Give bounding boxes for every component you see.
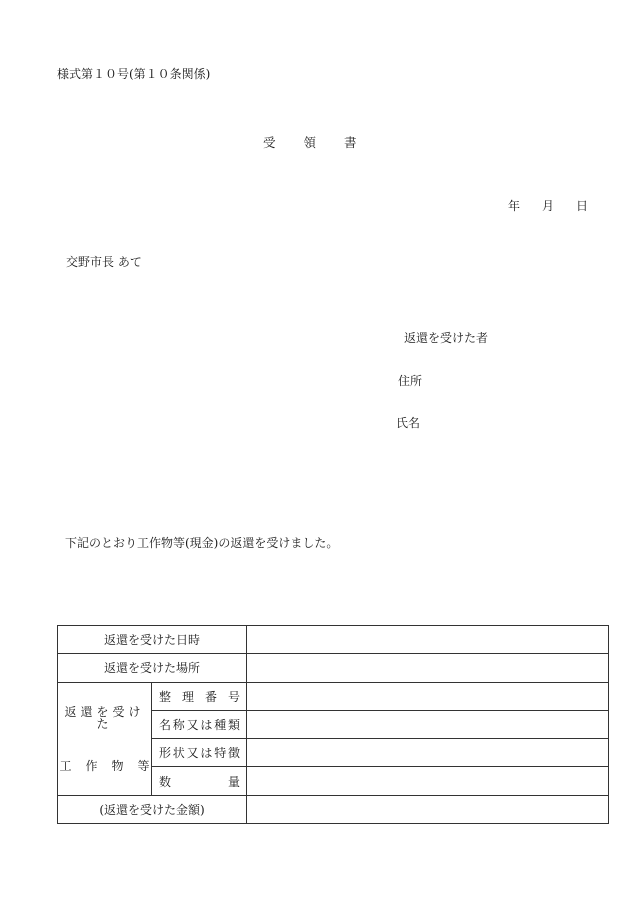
- returned-amount-label: (返還を受けた金額): [58, 795, 247, 823]
- reference-number-label: 整理番号: [152, 682, 247, 710]
- addressee: 交野市長 あて: [66, 255, 142, 269]
- table-row: [58, 795, 609, 823]
- name-or-type-label: 名称又は種類: [152, 710, 247, 738]
- reference-number-value: [247, 682, 609, 710]
- quantity-label: 数量: [152, 767, 247, 795]
- form-number: 様式第１０号(第１０条関係): [57, 67, 211, 81]
- table-row: [58, 682, 609, 710]
- return-datetime-value: [247, 626, 609, 654]
- table-row: [58, 626, 609, 654]
- date-day-label: 日: [576, 199, 589, 213]
- name-or-type-value: [247, 710, 609, 738]
- shape-or-features-label: 形状又は特徴: [152, 739, 247, 767]
- quantity-value: [247, 767, 609, 795]
- date-month-label: 月: [542, 199, 555, 213]
- return-place-label: 返還を受けた場所: [58, 654, 247, 682]
- date-line: [508, 200, 588, 212]
- date-year-label: 年: [508, 199, 521, 213]
- return-place-value: [247, 654, 609, 682]
- statement-text: 下記のとおり工作物等(現金)の返還を受けました。: [65, 536, 339, 550]
- returned-amount-value: [247, 795, 609, 823]
- return-datetime-label: 返還を受けた日時: [58, 626, 247, 654]
- name-label: 氏名: [396, 416, 421, 430]
- returned-structures-label-line1: 返還を受けた: [64, 704, 145, 731]
- receipt-table: [57, 625, 609, 824]
- document-title: 受領書: [263, 135, 385, 150]
- returned-structures-label-line2: 工作物等: [59, 758, 164, 773]
- shape-or-features-value: [247, 739, 609, 767]
- returned-structures-label: [58, 682, 164, 795]
- recipient-heading: 返還を受けた者: [404, 331, 489, 345]
- table-row: [58, 654, 609, 682]
- address-label: 住所: [398, 374, 423, 388]
